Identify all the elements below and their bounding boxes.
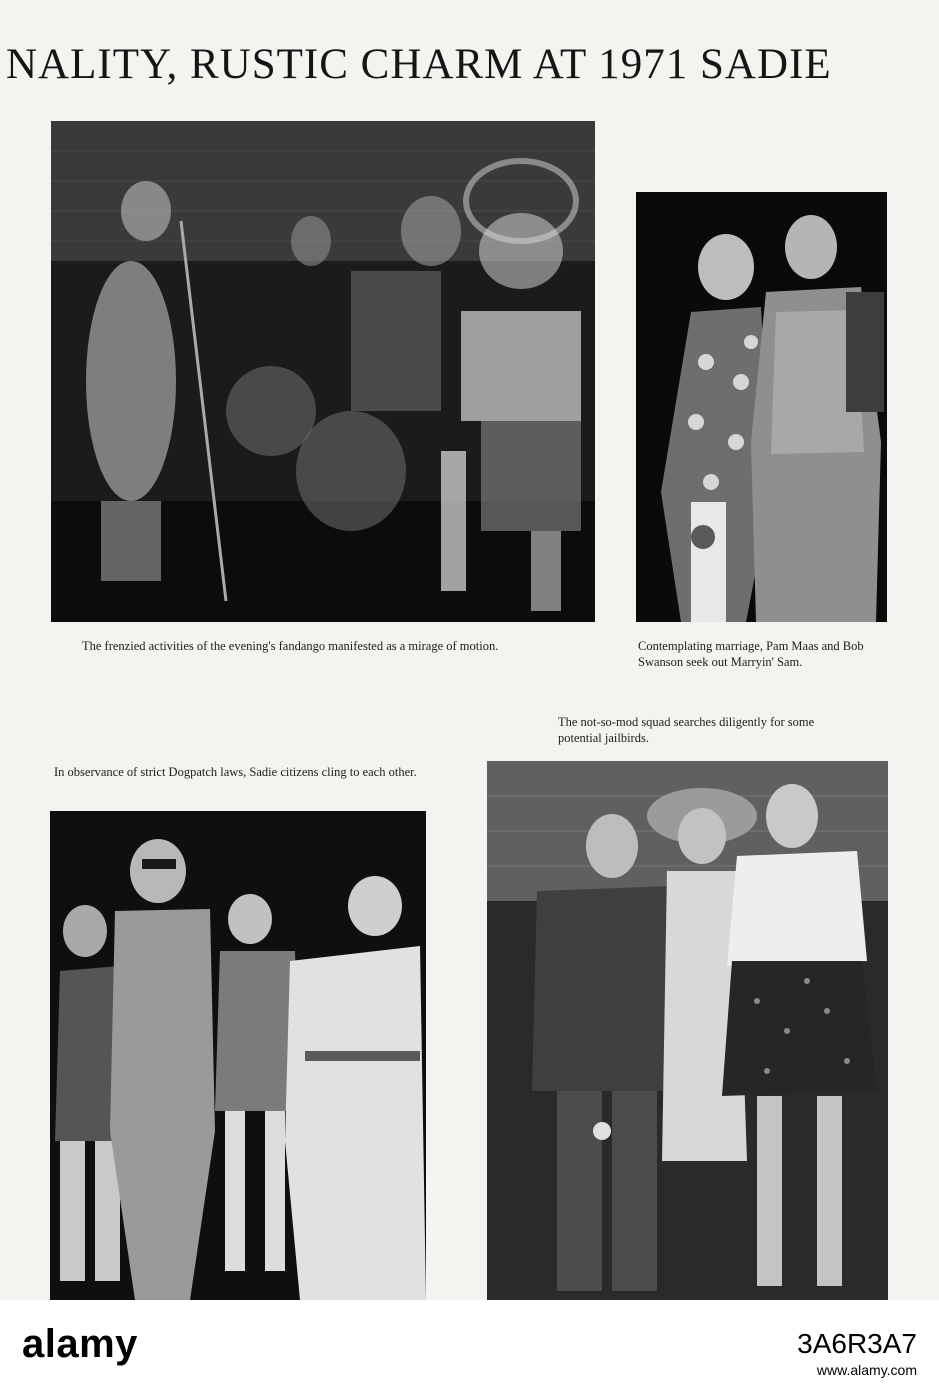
photo-dance-crowd xyxy=(51,121,595,622)
photo-caption: The not-so-mod squad searches diligently for some potential jailbirds. xyxy=(558,715,815,745)
photo-couple xyxy=(636,192,887,622)
footer-url: www.alamy.com xyxy=(816,1362,917,1378)
footer-image-id: 3A6R3A7 xyxy=(797,1328,917,1359)
photo-caption: Contemplating marriage, Pam Maas and Bob Swanson seek out Marryin' Sam. xyxy=(638,639,864,669)
footer-logo: alamy xyxy=(22,1322,138,1366)
photo-not-so-mod-squad xyxy=(487,761,888,1300)
page-headline: NALITY, RUSTIC CHARM AT 1971 SADIE xyxy=(6,41,832,88)
photo-dogpatch-group xyxy=(50,811,426,1300)
photo-caption: The frenzied activities of the evening's fandango manifested as a mirage of motion. xyxy=(82,639,499,653)
watermark-footer xyxy=(0,1300,939,1390)
photo-caption: In observance of strict Dogpatch laws, Sadie citizens cling to each other. xyxy=(54,765,417,779)
